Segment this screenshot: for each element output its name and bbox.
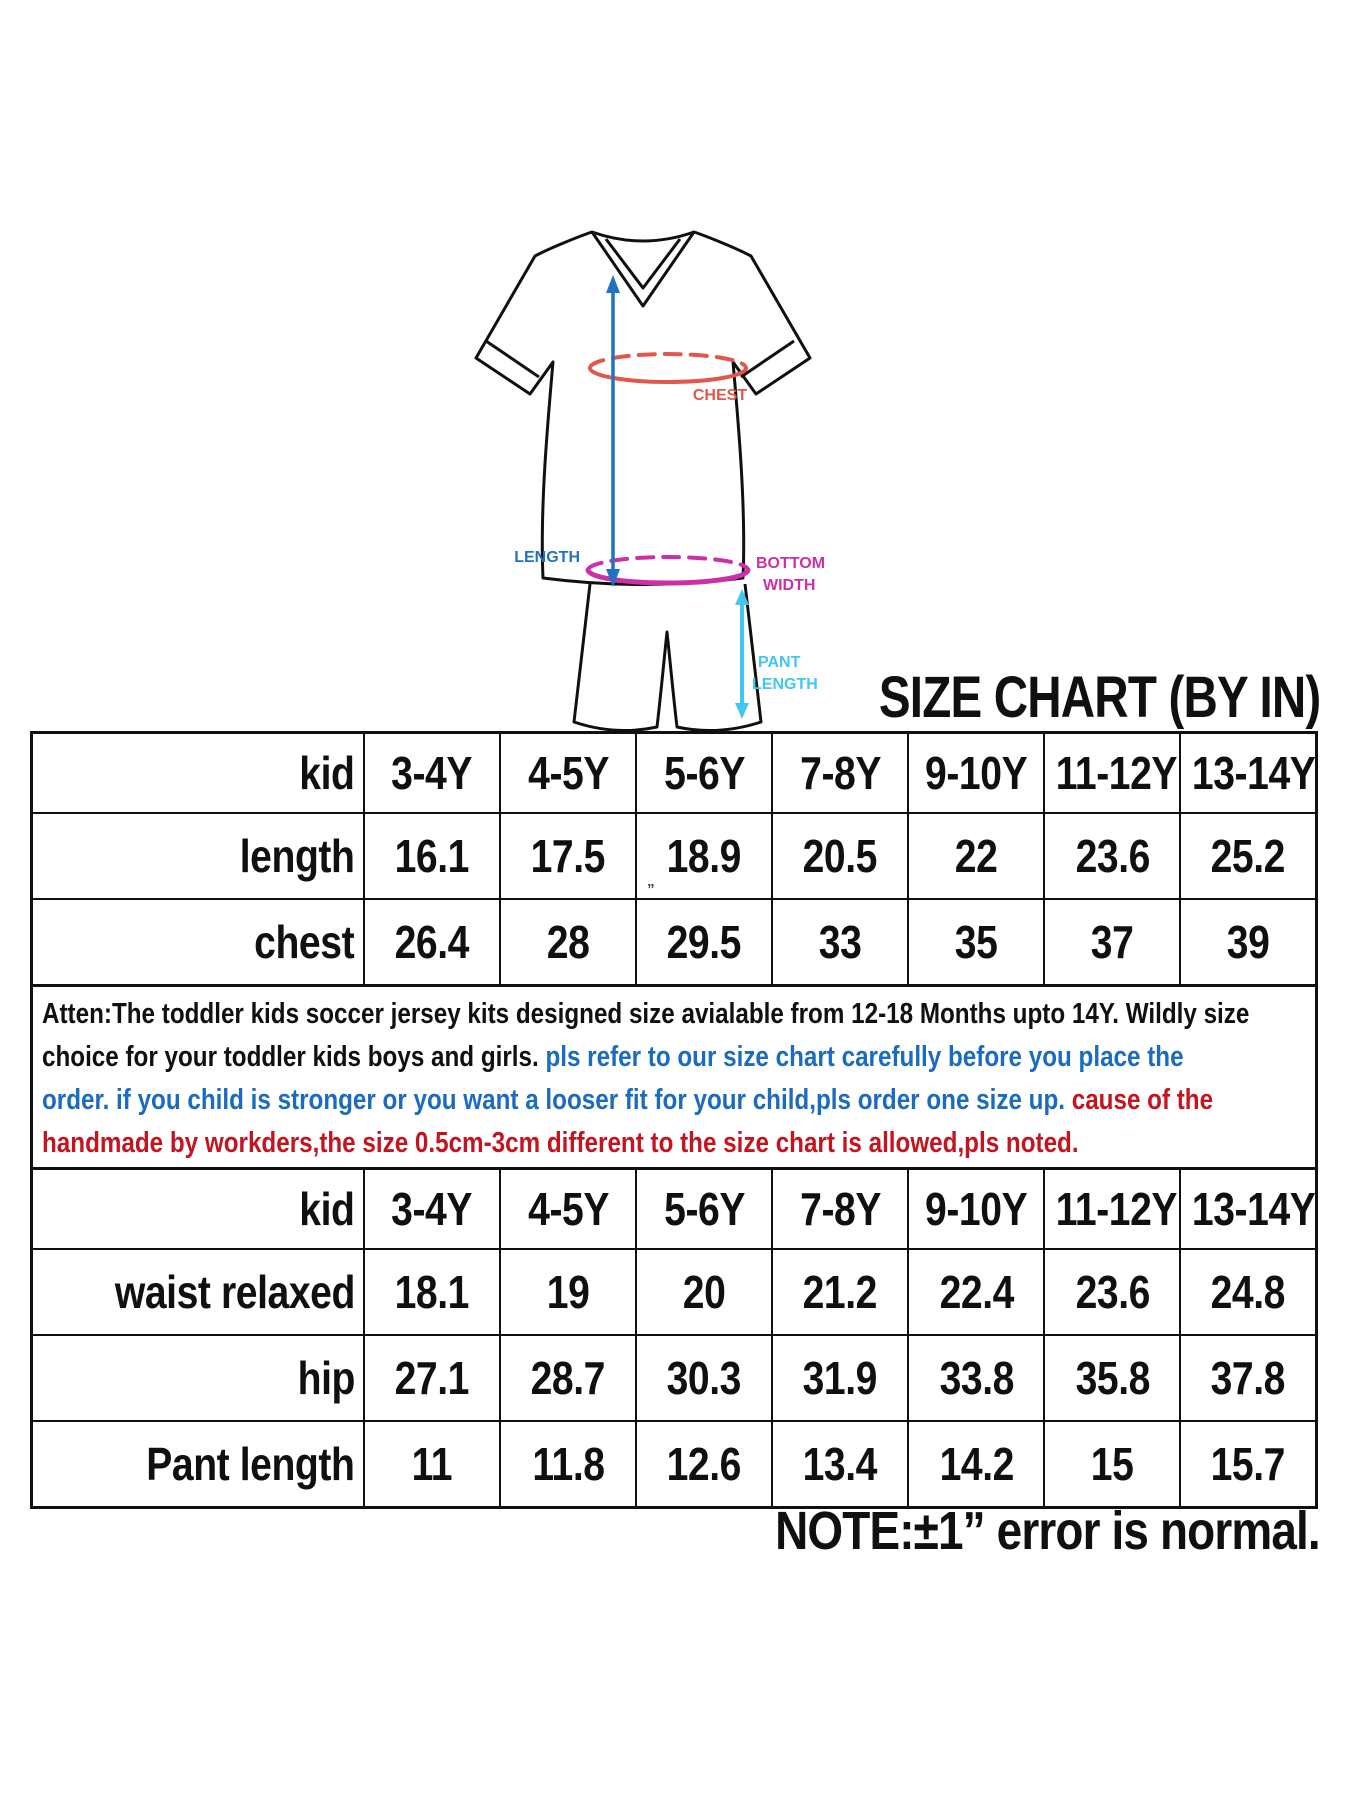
table-row bbox=[32, 1421, 1317, 1508]
size-value-cell: 27.1 bbox=[364, 1335, 500, 1421]
chest-label: CHEST bbox=[692, 387, 748, 404]
size-value-cell: 18.1 bbox=[364, 1249, 500, 1335]
size-value-cell: 21.2 bbox=[772, 1249, 908, 1335]
measure-label: waist relaxed bbox=[32, 1249, 365, 1335]
size-value-cell: 20.5 bbox=[772, 813, 908, 899]
size-value-cell: 13.4 bbox=[772, 1421, 908, 1508]
size-value-cell: 20 bbox=[636, 1249, 772, 1335]
size-value-cell: 22 bbox=[908, 813, 1044, 899]
size-header-cell: 9-10Y bbox=[908, 1169, 1044, 1250]
size-value-cell: 29.5 bbox=[636, 899, 772, 986]
size-value-cell: 39 bbox=[1180, 899, 1316, 986]
measure-label: hip bbox=[32, 1335, 365, 1421]
size-header-cell: 7-8Y bbox=[772, 1169, 908, 1250]
size-value-cell: 14.2 bbox=[908, 1421, 1044, 1508]
size-value-cell: 23.6 bbox=[1044, 1249, 1180, 1335]
ditto-mark: ” bbox=[647, 881, 655, 898]
size-value-cell: 23.6 bbox=[1044, 813, 1180, 899]
size-header-cell: 4-5Y bbox=[500, 1169, 636, 1250]
pant-length-label-line1: PANT bbox=[758, 654, 801, 671]
size-header-cell: 13-14Y bbox=[1180, 733, 1316, 814]
size-header-cell: 11-12Y bbox=[1044, 1169, 1180, 1250]
garment-diagram bbox=[440, 210, 840, 750]
size-header-cell: 5-6Y bbox=[636, 733, 772, 814]
note-segment: order. if you child is stronger or you want a looser fit for your child,pls order one size up. bbox=[42, 1084, 1072, 1116]
jersey-size-table bbox=[30, 731, 1318, 987]
note-segment: handmade by workders,the size 0.5cm-3cm different to the size chart is allowed,pls noted. bbox=[42, 1127, 1079, 1159]
size-header-cell: 11-12Y bbox=[1044, 733, 1180, 814]
attention-note bbox=[30, 984, 1318, 1170]
size-value-cell: 28 bbox=[500, 899, 636, 986]
size-value-cell: 22.4 bbox=[908, 1249, 1044, 1335]
size-value-cell: 12.6 bbox=[636, 1421, 772, 1508]
size-value-cell: 35.8 bbox=[1044, 1335, 1180, 1421]
table-row bbox=[32, 899, 1317, 986]
measure-label: Pant length bbox=[32, 1421, 365, 1508]
size-value-cell: 15.7 bbox=[1180, 1421, 1316, 1508]
size-value-cell: 28.7 bbox=[500, 1335, 636, 1421]
length-label: LENGTH bbox=[514, 549, 580, 566]
table-row bbox=[32, 1335, 1317, 1421]
table-row bbox=[32, 813, 1317, 899]
size-value-cell: 31.9 bbox=[772, 1335, 908, 1421]
note-line bbox=[42, 1036, 1184, 1079]
measure-label: length bbox=[32, 813, 365, 899]
table-row bbox=[32, 1249, 1317, 1335]
size-header-cell: 3-4Y bbox=[364, 1169, 500, 1250]
corner-label: kid bbox=[32, 1169, 365, 1250]
note-segment: Atten:The toddler kids soccer jersey kits designed size avialable from 12-18 Months upto 14Y. Wildly size bbox=[42, 998, 1250, 1030]
size-value-cell: 35 bbox=[908, 899, 1044, 986]
size-value-cell: 33 bbox=[772, 899, 908, 986]
error-note: NOTE:±1” error is normal. bbox=[775, 1501, 1320, 1561]
size-value-cell: 19 bbox=[500, 1249, 636, 1335]
size-value-cell: 17.5 bbox=[500, 813, 636, 899]
note-segment: pls refer to our size chart carefully before you place the bbox=[545, 1041, 1184, 1073]
size-header-cell: 9-10Y bbox=[908, 733, 1044, 814]
size-value-cell: 33.8 bbox=[908, 1335, 1044, 1421]
size-value-cell: 26.4 bbox=[364, 899, 500, 986]
size-header-cell: 5-6Y bbox=[636, 1169, 772, 1250]
size-header-cell: 13-14Y bbox=[1180, 1169, 1316, 1250]
size-value-cell: 37 bbox=[1044, 899, 1180, 986]
measure-label: chest bbox=[32, 899, 365, 986]
size-value-cell: 11.8 bbox=[500, 1421, 636, 1508]
note-segment: cause of the bbox=[1071, 1084, 1214, 1116]
size-value-cell: 15 bbox=[1044, 1421, 1180, 1508]
shorts-outline bbox=[574, 584, 761, 731]
bottom-width-label-line1: BOTTOM bbox=[756, 555, 826, 572]
note-line bbox=[42, 1122, 1124, 1165]
size-value-cell: 24.8 bbox=[1180, 1249, 1316, 1335]
size-value-cell: 30.3 bbox=[636, 1335, 772, 1421]
note-line bbox=[42, 1079, 1214, 1122]
size-chart-title: SIZE CHART (BY IN) bbox=[878, 665, 1320, 730]
size-value-cell: 16.1 bbox=[364, 813, 500, 899]
size-header-cell: 4-5Y bbox=[500, 733, 636, 814]
note-line bbox=[42, 993, 1250, 1036]
size-header-cell: 7-8Y bbox=[772, 733, 908, 814]
note-segment: choice for your toddler kids boys and girls. bbox=[42, 1041, 546, 1073]
size-value-cell: 18.9 ” bbox=[636, 813, 772, 899]
size-header-cell: 3-4Y bbox=[364, 733, 500, 814]
size-value-cell: 25.2 bbox=[1180, 813, 1316, 899]
bottom-width-label-line2: WIDTH bbox=[763, 577, 816, 594]
shirt-outline bbox=[476, 232, 810, 585]
corner-label: kid bbox=[32, 733, 365, 814]
size-value-cell: 37.8 bbox=[1180, 1335, 1316, 1421]
pant-length-label-line2: LENGTH bbox=[752, 676, 818, 693]
size-value-cell: 11 bbox=[364, 1421, 500, 1508]
shorts-size-table bbox=[30, 1167, 1318, 1509]
